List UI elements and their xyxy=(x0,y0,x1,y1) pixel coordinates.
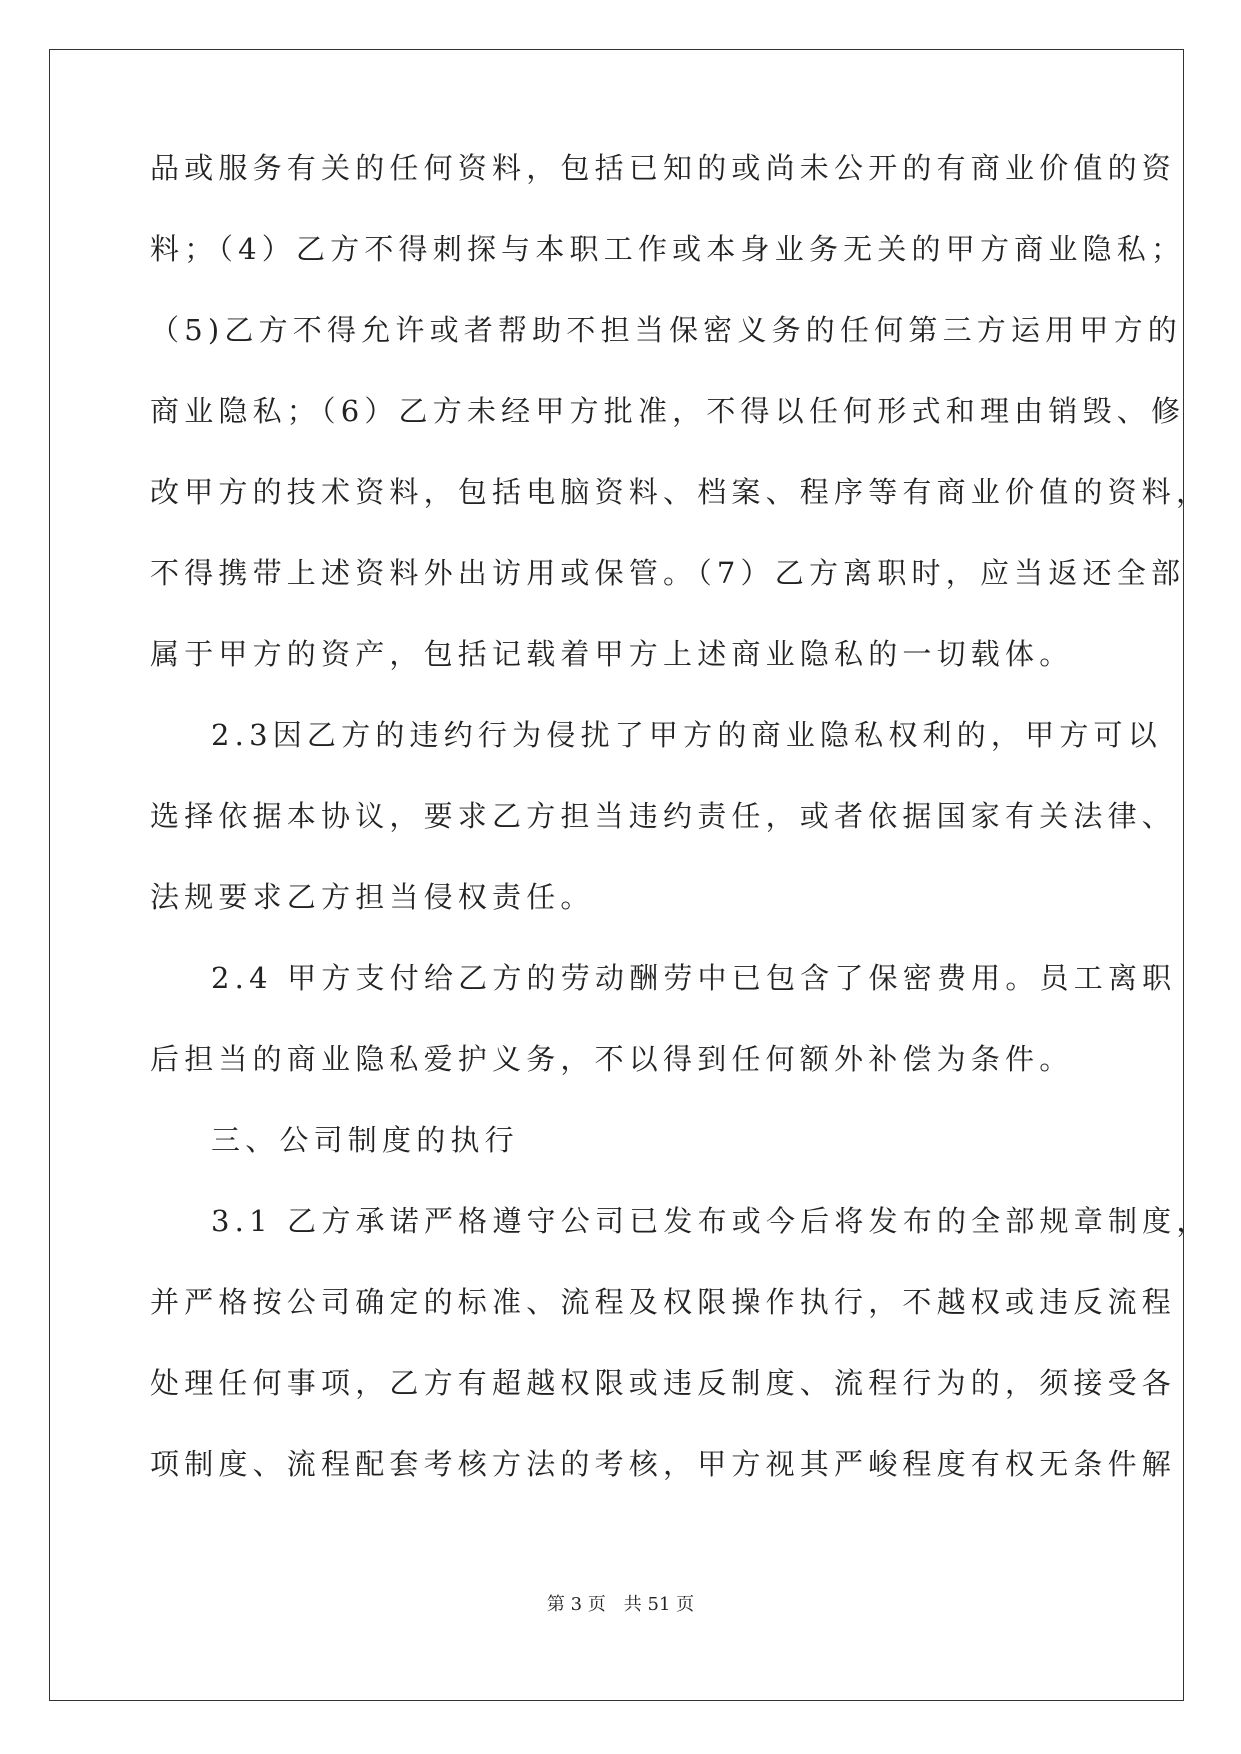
page-footer xyxy=(0,1593,1241,1617)
section-2-3-line-3: 法规要求乙方担当侵权责任。 xyxy=(150,880,595,914)
section-3-1-line-4: 项制度、流程配套考核方法的考核，甲方视其严峻程度有权无条件解 xyxy=(150,1447,1177,1481)
section-2-3-line-1: 2.3因乙方的违约行为侵扰了甲方的商业隐私权利的，甲方可以 xyxy=(211,718,1162,752)
section-heading: 三、公司制度的执行 xyxy=(211,1123,519,1157)
section-3-1-line-2: 并严格按公司确定的标准、流程及权限操作执行，不越权或违反流程 xyxy=(150,1285,1177,1319)
section-2-3-line-2: 选择依据本协议，要求乙方担当违约责任，或者依据国家有关法律、 xyxy=(150,799,1177,833)
section-3-1-line-1: 3.1 乙方承诺严格遵守公司已发布或今后将发布的全部规章制度， xyxy=(211,1204,1211,1238)
body-line-6: 不得携带上述资料外出访用或保管。（7）乙方离职时，应当返还全部 xyxy=(150,556,1186,590)
page-total: 共 51 页 xyxy=(623,1594,695,1615)
body-line-7: 属于甲方的资产，包括记载着甲方上述商业隐私的一切载体。 xyxy=(150,637,1074,671)
body-line-2: 料；（4）乙方不得刺探与本职工作或本身业务无关的甲方商业隐私； xyxy=(150,232,1186,266)
section-2-4-line-2: 后担当的商业隐私爱护义务，不以得到任何额外补偿为条件。 xyxy=(150,1042,1074,1076)
body-line-4: 商业隐私；（6）乙方未经甲方批准，不得以任何形式和理由销毁、修 xyxy=(150,394,1186,428)
body-line-1: 品或服务有关的任何资料，包括已知的或尚未公开的有商业价值的资 xyxy=(150,151,1177,185)
body-line-3: （5)乙方不得允许或者帮助不担当保密义务的任何第三方运用甲方的 xyxy=(150,313,1182,347)
body-line-5: 改甲方的技术资料，包括电脑资料、档案、程序等有商业价值的资料， xyxy=(150,475,1211,509)
section-2-4-line-1: 2.4 甲方支付给乙方的劳动酬劳中已包含了保密费用。员工离职 xyxy=(211,961,1177,995)
section-3-1-line-3: 处理任何事项，乙方有超越权限或违反制度、流程行为的，须接受各 xyxy=(150,1366,1177,1400)
page-number: 第 3 页 xyxy=(546,1594,606,1615)
